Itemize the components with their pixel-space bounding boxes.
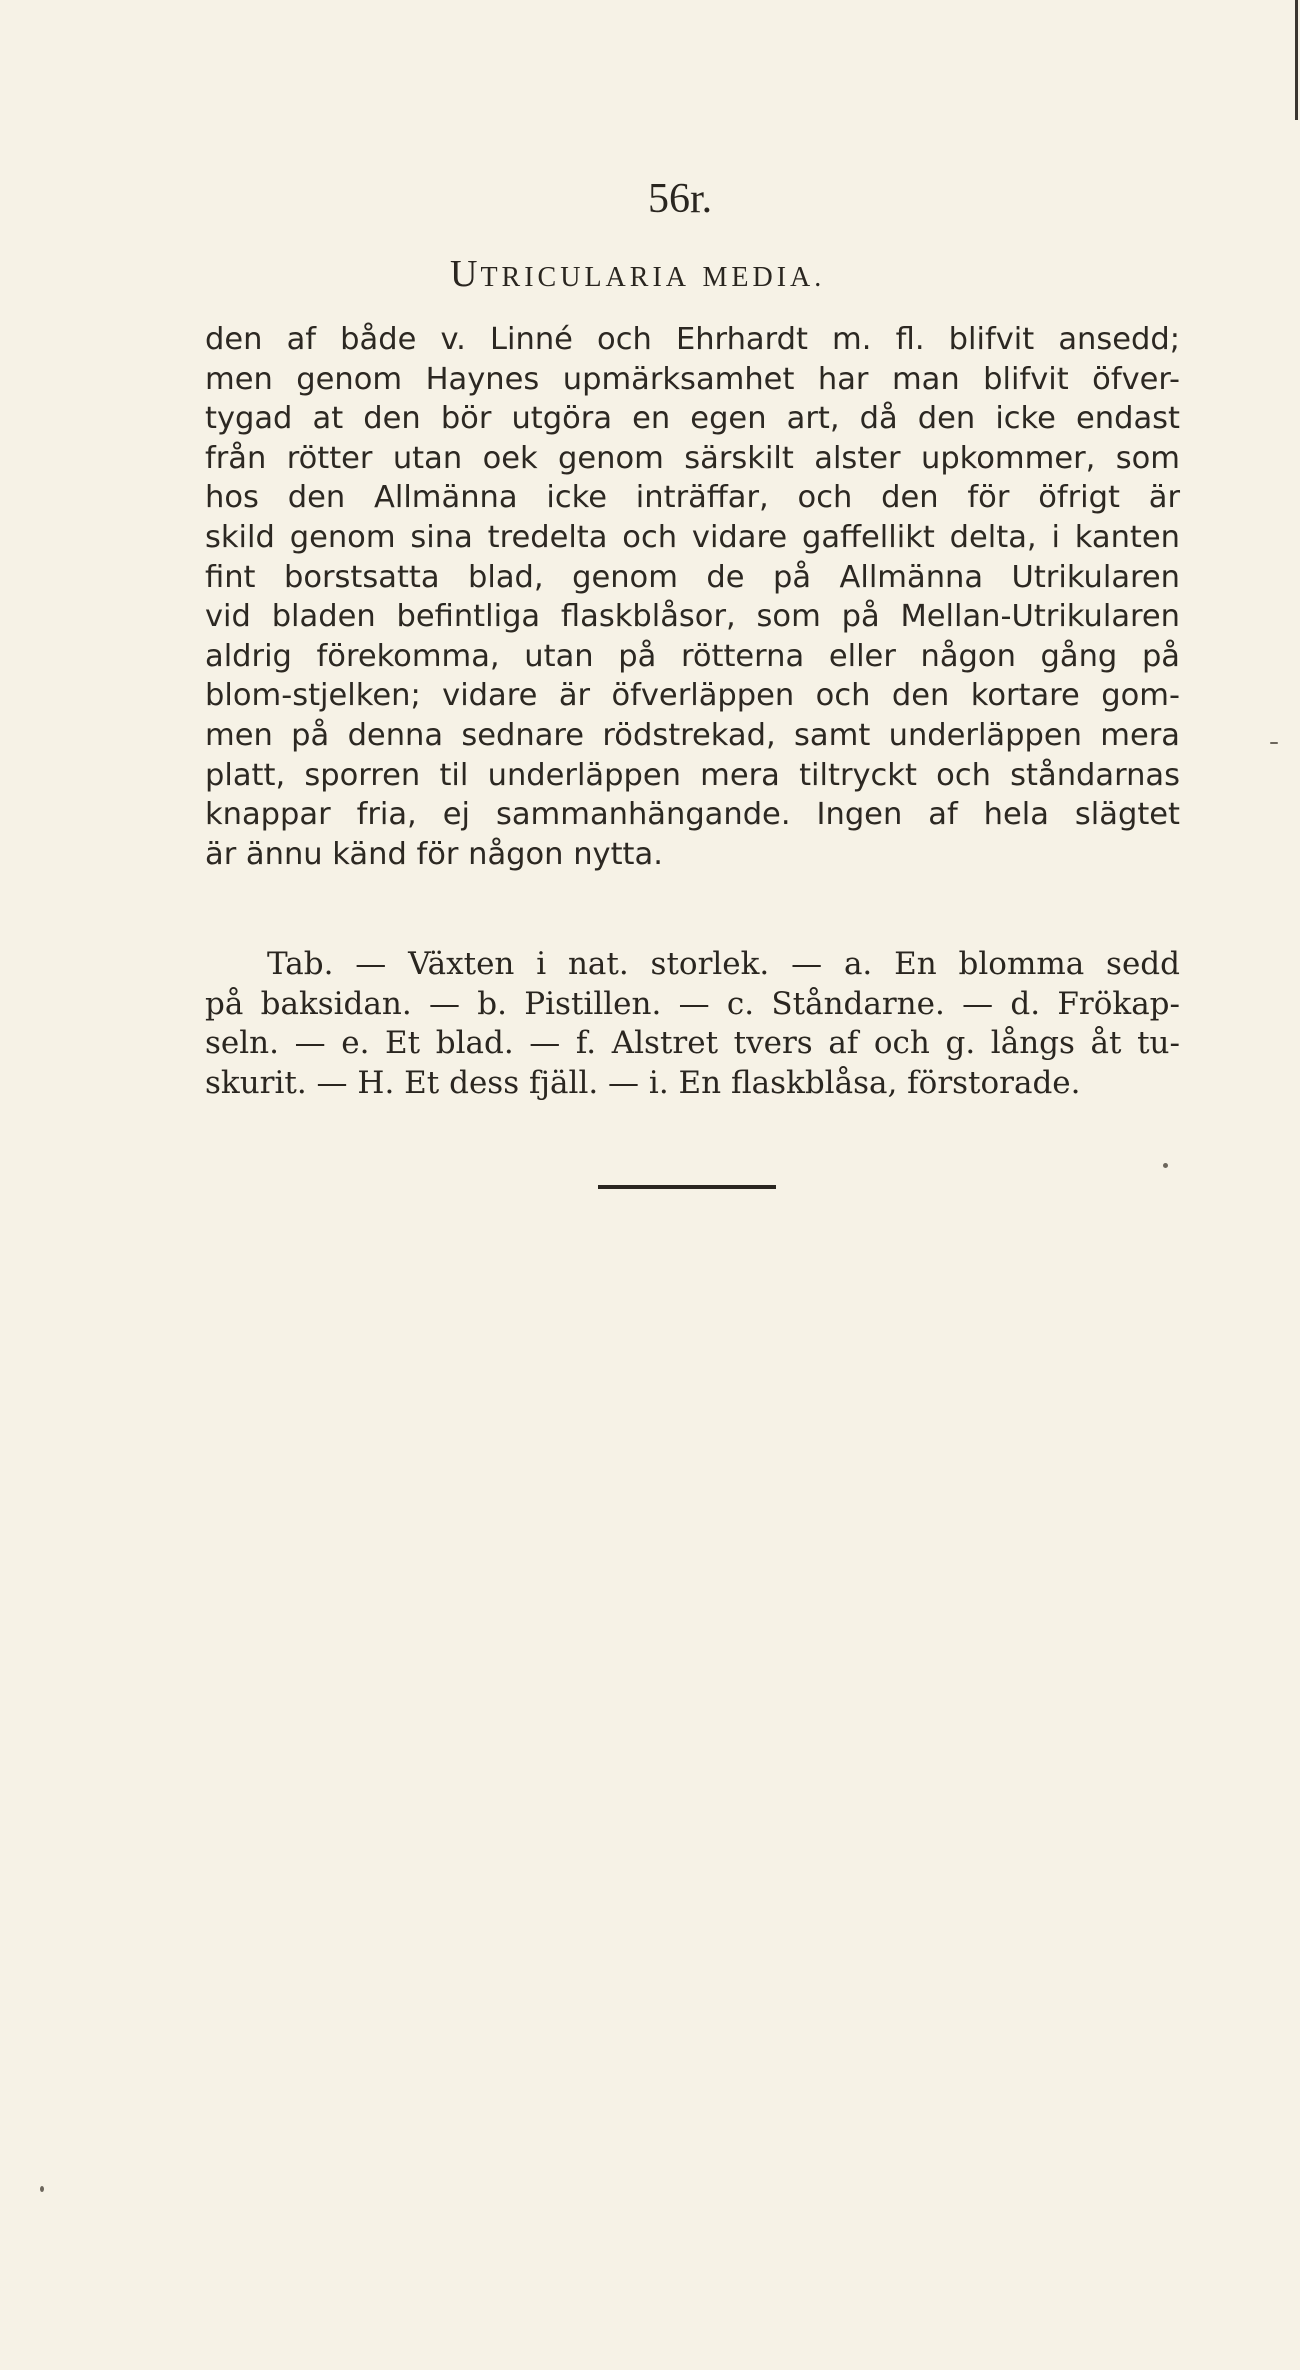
page-title [450,252,825,296]
caption-line: seln. — e. Et blad. — f. Alstret tvers af och g. långs åt tu- [205,1025,1180,1061]
title-genus: TRICULARIA [480,262,690,293]
page-edge-line [1295,0,1298,120]
page-number: 56r. [648,176,713,222]
title-initial: U [450,253,481,295]
body-line: hos den Allmänna icke inträffar, och den för öfrigt är [205,480,1180,516]
body-line: fint borstsatta blad, genom de på Allmänna Utrikularen [205,559,1180,595]
body-paragraph [205,320,1180,874]
body-line: knappar fria, ej sammanhängande. Ingen af hela slägtet [205,797,1180,833]
body-line: blom-stjelken; vidare är öfverläppen och den kortare gom- [205,678,1180,714]
body-line: vid bladen befintliga flaskblåsor, som på Mellan-Utrikularen [205,599,1180,635]
body-line: tygad at den bör utgöra en egen art, då den icke endast [205,401,1180,437]
body-line: aldrig förekomma, utan på rötterna eller någon gång på [205,638,1180,674]
caption-line: skurit. — H. Et dess fjäll. — i. En flaskblåsa, förstorade. [205,1064,1081,1101]
plate-caption [205,945,1180,1103]
paper-speck [40,2186,44,2192]
paper-speck [1270,742,1278,744]
end-rule [598,1185,776,1189]
caption-line: Tab. — Växten i nat. storlek. — a. En blomma sedd [267,946,1180,982]
body-line: den af både v. Linné och Ehrhardt m. fl. blifvit ansedd; [205,322,1180,357]
caption-line: på baksidan. — b. Pistillen. — c. Ståndarne. — d. Frökap- [205,985,1180,1022]
body-line: från rötter utan oek genom särskilt alster upkommer, som [205,440,1180,476]
paper-speck [1163,1163,1168,1168]
body-line: platt, sporren til underläppen mera tiltryckt och ståndarnas [205,757,1180,793]
title-species: MEDIA. [702,262,826,293]
body-line: men på denna sednare rödstrekad, samt underläppen mera [205,717,1180,753]
body-line: är ännu känd för någon nytta. [205,836,663,872]
body-line: men genom Haynes upmärksamhet har man blifvit öfver- [205,361,1180,397]
body-line: skild genom sina tredelta och vidare gaffellikt delta, i kanten [205,519,1180,555]
